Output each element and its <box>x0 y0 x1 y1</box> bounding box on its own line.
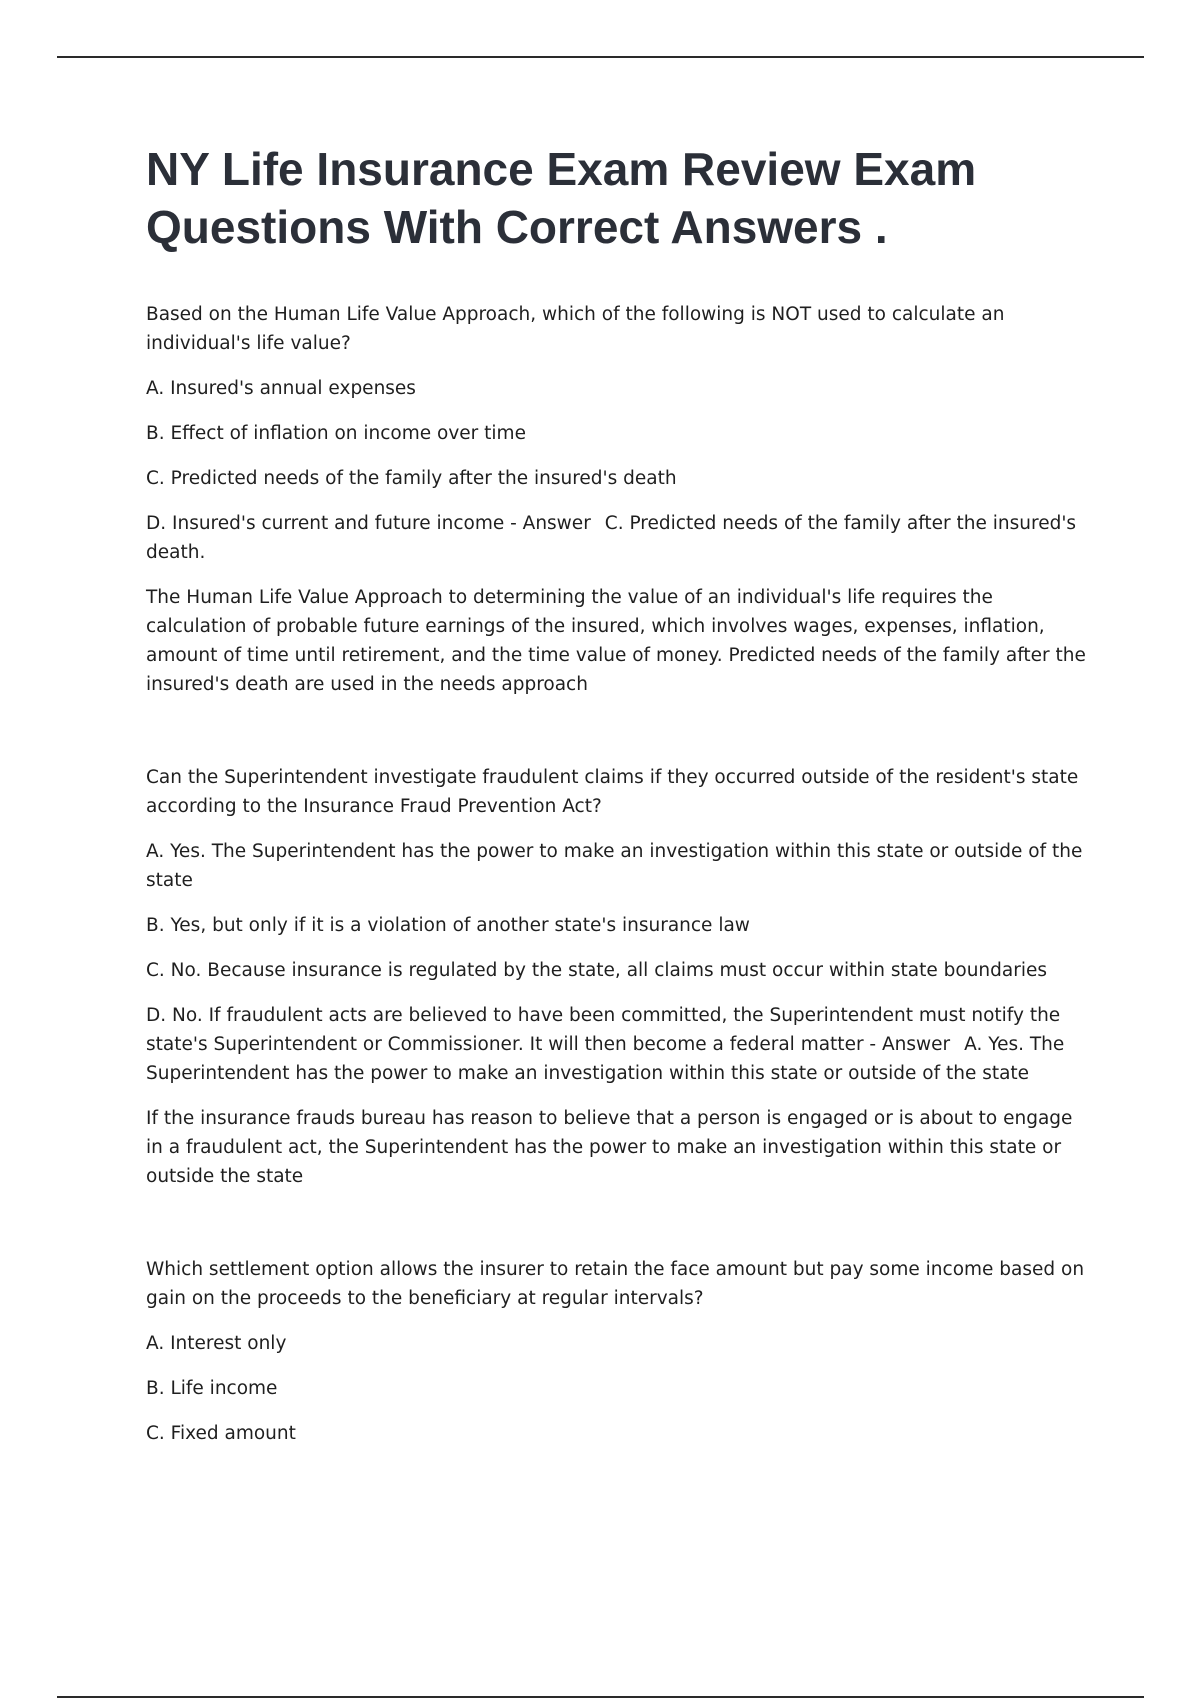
question-block-1 <box>146 300 1086 699</box>
option-a: A. Interest only <box>146 1333 287 1354</box>
option-b: B. Life income <box>146 1378 278 1399</box>
document-body <box>146 140 1086 1464</box>
top-rule <box>57 56 1144 58</box>
document-title: NY Life Insurance Exam Review Exam Questions With Correct Answers . <box>146 143 977 253</box>
answer-text: C. Predicted needs of the family after the insured's death. <box>146 513 1077 563</box>
option-b: B. Effect of inflation on income over time <box>146 423 526 444</box>
option-b: B. Yes, but only if it is a violation of another state's insurance law <box>146 915 750 936</box>
option-a: A. Insured's annual expenses <box>146 378 416 399</box>
question-block-3 <box>146 1255 1086 1448</box>
answer-text: A. Yes. The Superintendent has the power to make an investigation within this state or outside of the state <box>146 1034 1065 1084</box>
explanation-text: If the insurance frauds bureau has reason to believe that a person is engaged or is about to engage in a fraudulent act, the Superintendent has the power to make an investigation within this state or outside the state <box>146 1108 1073 1187</box>
question-text: Can the Superintendent investigate fraudulent claims if they occurred outside of the resident's state according to the Insurance Fraud Prevention Act? <box>146 767 1079 817</box>
option-c: C. Predicted needs of the family after the insured's death <box>146 468 677 489</box>
option-d: D. No. If fraudulent acts are believed to have been committed, the Superintendent must notify the state's Superintendent or Commissioner. It will then become a federal matter - Answer <box>146 1005 1061 1055</box>
bottom-rule <box>57 1696 1144 1698</box>
option-c: C. Fixed amount <box>146 1423 296 1444</box>
option-c: C. No. Because insurance is regulated by the state, all claims must occur within state boundaries <box>146 960 1048 981</box>
option-a: A. Yes. The Superintendent has the power to make an investigation within this state or outside of the state <box>146 841 1083 891</box>
option-d-with-answer <box>146 509 1086 567</box>
explanation-text: The Human Life Value Approach to determining the value of an individual's life requires the calculation of probable future earnings of the insured, which involves wages, expenses, inflation, amount of time until retirement, and the time value of money. Predicted needs of the family after the insured's death are used in the needs approach <box>146 587 1086 695</box>
question-text: Which settlement option allows the insurer to retain the face amount but pay some income based on gain on the proceeds to the beneficiary at regular intervals? <box>146 1259 1085 1309</box>
option-d-with-answer <box>146 1001 1086 1088</box>
question-block-2 <box>146 763 1086 1191</box>
question-text: Based on the Human Life Value Approach, which of the following is NOT used to calculate an individual's life value? <box>146 304 1005 354</box>
option-d: D. Insured's current and future income - Answer <box>146 513 591 534</box>
